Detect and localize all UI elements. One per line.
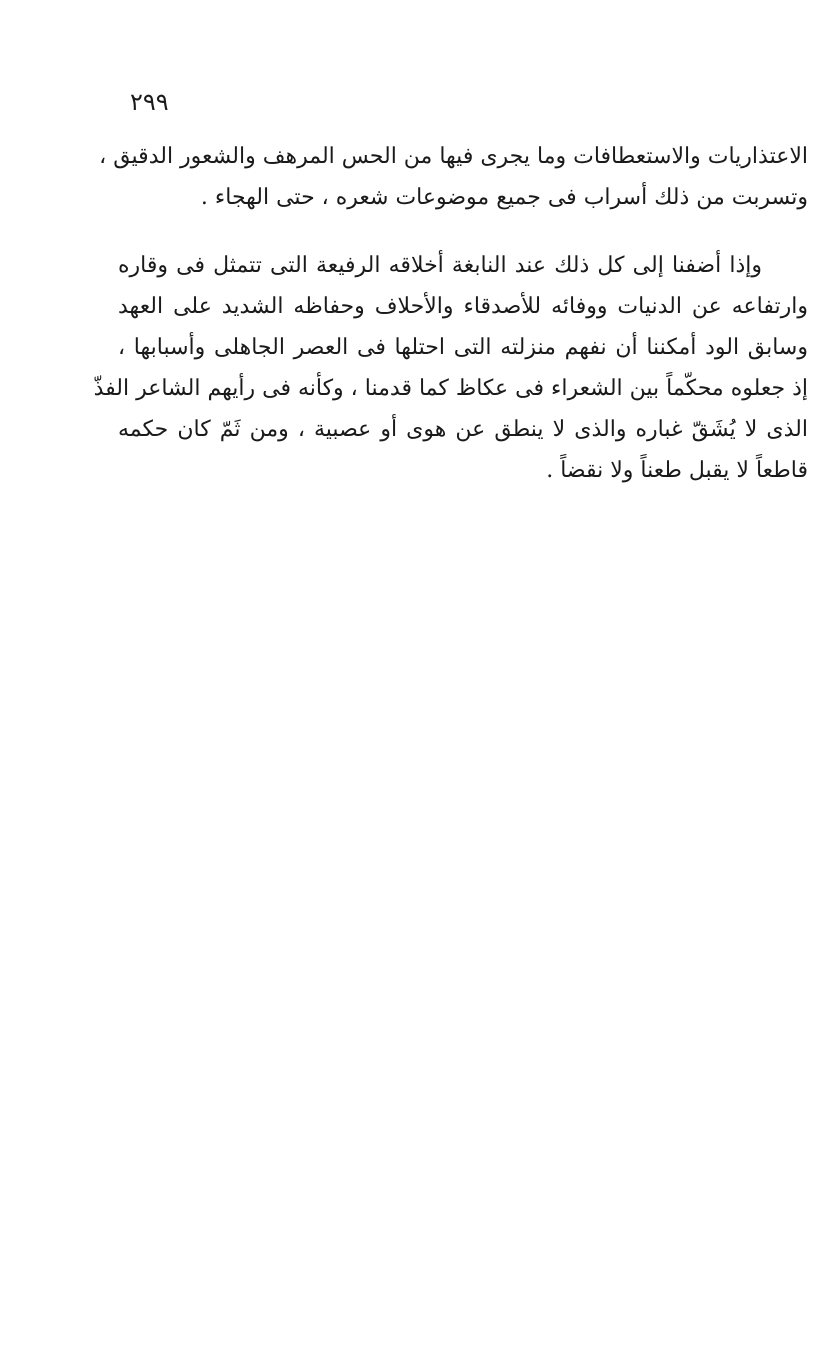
page-number: ٢٩٩ bbox=[130, 88, 169, 116]
paragraph-line: قاطعاً لا يقبل طعناً ولا نقضاً . bbox=[546, 458, 808, 483]
paragraph-line: وسابق الود أمكننا أن نفهم منزلته التى احتلها فى العصر الجاهلى وأسبابها ، bbox=[118, 335, 808, 360]
paragraph-line: وتسربت من ذلك أسراب فى جميع موضوعات شعره ، حتى الهجاء . bbox=[200, 185, 808, 210]
paragraph-line: إذ جعلوه محكّماً بين الشعراء فى عكاظ كما قدمنا ، وكأنه فى رأيهم الشاعر الفذّ bbox=[93, 376, 808, 401]
paragraph-line: الذى لا يُشَقّ غباره والذى لا ينطق عن هوى أو عصبية ، ومن ثَمّ كان حكمه bbox=[118, 417, 808, 442]
paragraph-line: وارتفاعه عن الدنيات ووفائه للأصدقاء والأحلاف وحفاظه الشديد على العهد bbox=[118, 294, 808, 319]
paragraph-2 bbox=[93, 245, 808, 491]
paragraph-line: وإذا أضفنا إلى كل ذلك عند النابغة أخلاقه الرفيعة التى تتمثل فى وقاره bbox=[118, 253, 762, 278]
paragraph-1 bbox=[99, 136, 808, 218]
paragraph-line: الاعتذاريات والاستعطافات وما يجرى فيها من الحس المرهف والشعور الدقيق ، bbox=[99, 144, 808, 169]
